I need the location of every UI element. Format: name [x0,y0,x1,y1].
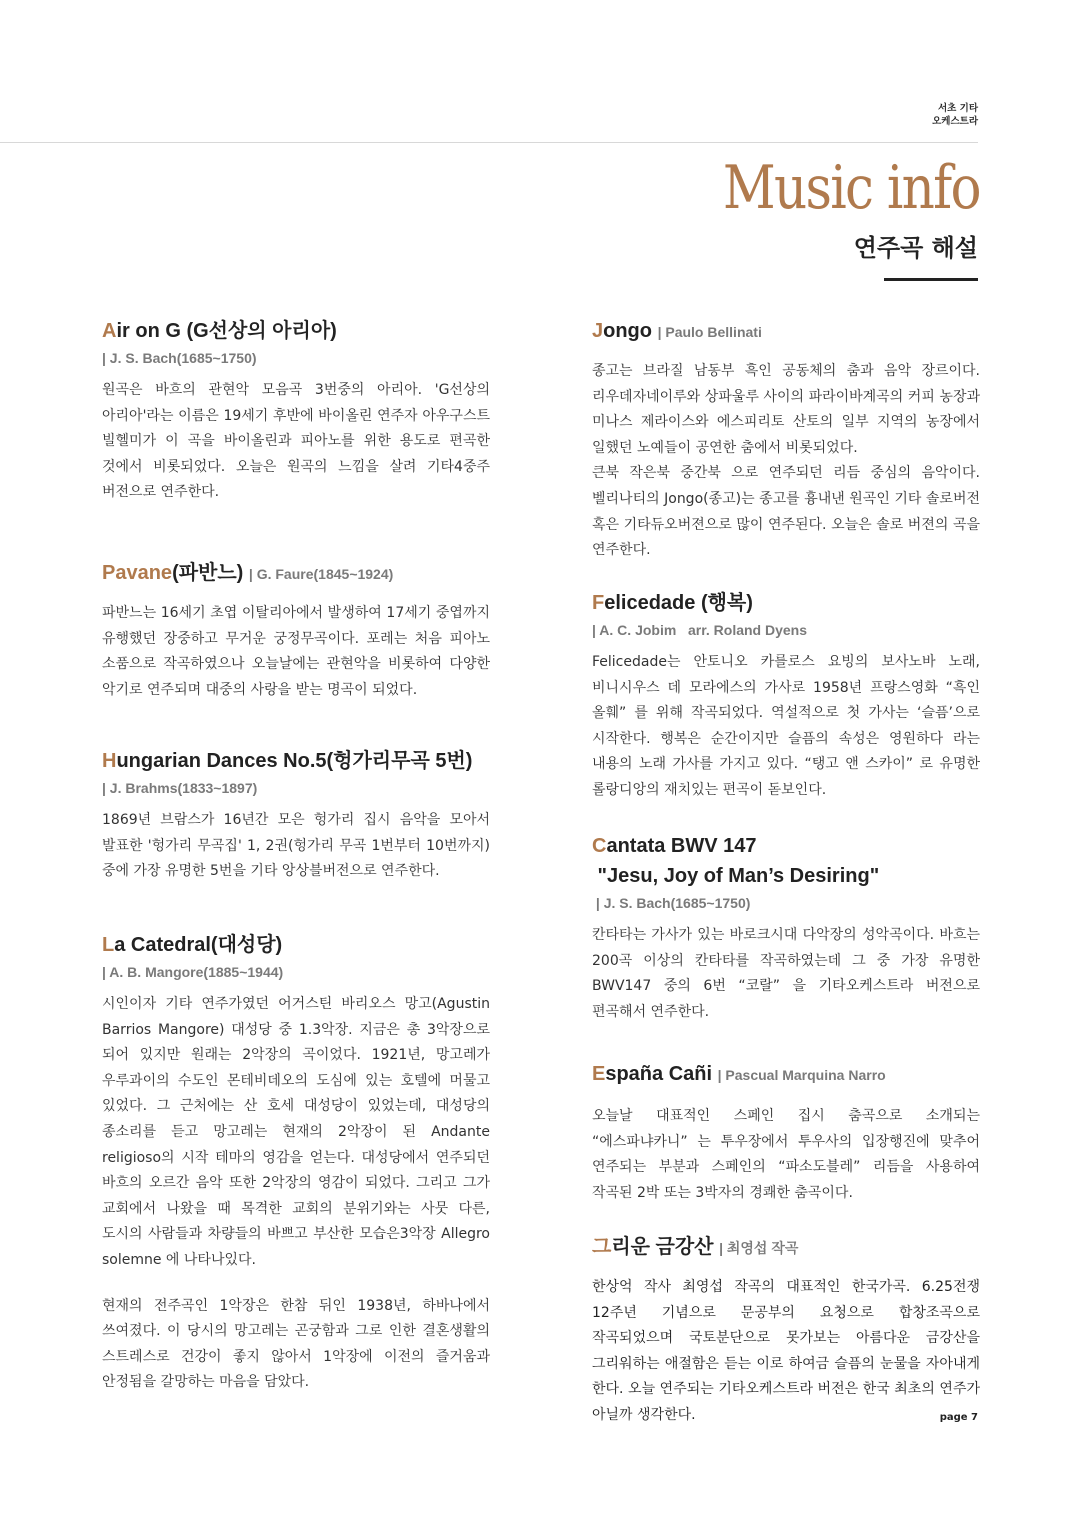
piece-title: Hungarian Dances No.5(헝가리무곡 5번) [102,750,473,772]
piece-title: 그리운 금강산 | 최영섭 작곡 [592,1236,799,1258]
piece-composer: | Pascual Marquina Narro [717,1067,886,1083]
orchestra-name [932,102,978,128]
piece-la-catedral [102,930,490,1396]
piece-description: 원곡은 바흐의 관현악 모음곡 3번중의 아리아. 'G선상의 아리아'라는 이름은 19세기 후반에 바이올린 연주자 아우구스트 빌헬미가 이 곡을 바이올린과 피아노를 위한 용도로 편곡한 것에서 비롯되었다. 오늘은 원곡의 느낌을 살려 기타4중주 버전으로 연주한다. [102,382,490,501]
piece-description: 칸타타는 가사가 있는 바로크시대 다악장의 성악곡이다. 바흐는 200곡 이상의 칸타타를 작곡하였는데 그 중 가장 유명한 BWV147 중의 6번 “코랄” 을 기타오케스트라 버전으로 편곡해서 연주한다. [592,927,980,1020]
piece-description: Felicedade는 안토니오 카를로스 요빙의 보사노바 노래, 비니시우스 데 모라에스의 가사로 1958년 프랑스영화 “흑인 올훼” 를 위해 작곡되었다. 역설적으로 첫 가사는 ‘슬픔’으로 시작한다. 행복은 순간이지만 슬픔의 속성은 영원하다 라는 내용의 노래 가사를 가지고 있다. “탱고 앤 스카이” 로 유명한 롤랑디앙의 재치있는 편곡이 돋보인다. [592,654,980,798]
piece-title-line-2: "Jesu, Joy of Man’s Desiring" [592,865,880,887]
piece-air-on-g [102,316,490,506]
piece-espana-cani [592,1059,980,1206]
piece-description-continued: 큰북 작은북 중간북 으로 연주되던 리듬 중심의 음악이다. 벨리나티의 Jongo(종고)는 종고를 흉내낸 원곡인 기타 솔로버전 혹은 기타듀오버젼으로 많이 연주된다. 오늘은 솔로 버젼의 곡을 연주한다. [592,465,980,559]
piece-description: 오늘날 대표적인 스페인 집시 춤곡으로 소개되는 “에스파냐카니” 는 투우장에서 투우사의 입장행진에 맞추어 연주되는 부분과 스페인의 “파소도블레” 리듬을 사용하여 작곡된 2박 또는 3박자의 경쾌한 춤곡이다. [592,1108,980,1201]
page-title: Music info [722,153,980,223]
piece-cantata [592,831,980,1025]
piece-composer: | Paulo Bellinati [657,324,762,340]
piece-description: 종고는 브라질 남동부 흑인 공동체의 춤과 음악 장르이다. 리우데자네이루와 상파울루 사이의 파라이바계곡의 커피 농장과 미나스 제라이스와 에스피리토 산토의 일부 지역의 농장에서 일했던 노예들이 공연한 춤에서 비롯되었다. [592,363,980,456]
piece-jongo [592,316,980,564]
piece-title: La Catedral(대성당) [102,934,283,956]
piece-description: 1869년 브람스가 16년간 모은 헝가리 집시 음악을 모아서 발표한 '헝가리 무곡집' 1, 2권(헝가리 무곡 1번부터 10번까지) 중에 가장 유명한 5번을 기타 앙상블버전으로 연주한다. [102,812,490,880]
piece-description: 시인이자 기타 연주가였던 어거스틴 바리오스 망고(Agustin Barrios Mangore) 대성당 중 1.3악장. 지금은 총 3악장으로 되어 있지만 원래는 2악장의 곡이었다. 1921년, 망고레가 우루과이의 수도인 몬테비데오의 도심에 있는 호텔에 머물고 있었다. 그 근처에는 산 호세 대성당이 있었는데, 대성당의 종소리를 듣고 망고레는 현재의 2악장이 된 Andante religioso의 시작 테마의 영감을 얻는다. 대성당에서 연주되던 바흐의 오르간 음악 또한 2악장의 영감이 되었다. 그리고 그가 교회에서 나왔을 때 목격한 교회의 분위기와는 사뭇 다른, 도시의 사람들과 차량들의 바쁘고 부산한 모습은3악장 Allegro solemne 에 나타나있다. [102,996,490,1268]
subtitle-underline [884,278,978,281]
piece-title: Pavane(파반느) | G. Faure(1845~1924) [102,562,394,584]
piece-title: Jongo | Paulo Bellinati [592,320,762,342]
piece-composer: | J. S. Bach(1685~1750) [102,350,257,366]
piece-composer: | J. S. Bach(1685~1750) [592,895,751,911]
org-line-1: 서초 기타 [937,103,978,114]
piece-composer: | A. C. Jobim arr. Roland Dyens [592,622,808,638]
piece-title: Felicedade (행복) [592,592,753,614]
piece-composer: | A. B. Mangore(1885~1944) [102,964,284,980]
piece-felicedade [592,588,980,804]
piece-description-continued: 현재의 전주곡인 1악장은 한참 뒤인 1938년, 하바나에서 쓰여졌다. 이 당시의 망고레는 곤궁함과 그로 인한 결혼생활의 스트레스로 건강이 좋지 않아서 1악장에 이전의 즐거움과 안정됨을 갈망하는 마음을 담았다. [102,1297,490,1391]
page-subtitle: 연주곡 해설 [853,234,978,262]
piece-pavane [102,558,490,703]
piece-title: Cantata BWV 147 [592,835,757,857]
piece-composer: | G. Faure(1845~1924) [248,566,394,582]
piece-hungarian-dances [102,746,490,885]
piece-composer: | 최영섭 작곡 [719,1240,799,1256]
org-line-2: 오케스트라 [932,116,978,127]
piece-title: España Cañi | Pascual Marquina Narro [592,1063,886,1085]
piece-description: 한상억 작사 최영섭 작곡의 대표적인 한국가곡. 6.25전쟁 12주년 기념으로 문공부의 요청으로 합창조곡으로 작곡되었으며 국토분단으로 못가보는 아름다운 금강산을 그리워하는 애절함은 듣는 이로 하여금 슬픔의 눈물을 자아내게 한다. 오늘 연주되는 기타오케스트라 버전은 한국 최초의 연주가 아닐까 생각한다. [592,1279,980,1423]
page-number: page 7 [939,1412,978,1423]
header-divider [0,142,978,143]
piece-description: 파반느는 16세기 초엽 이탈리아에서 발생하여 17세기 중엽까지 유행했던 장중하고 무거운 궁정무곡이다. 포레는 처음 피아노 소품으로 작곡하였으나 오늘날에는 관현악을 비롯하여 다양한 악기로 연주되며 대중의 사랑을 받는 명곡이 되었다. [102,605,490,698]
piece-composer: | J. Brahms(1833~1897) [102,780,258,796]
piece-geuriun-geumgangsan [592,1232,980,1429]
piece-title: Air on G (G선상의 아리아) [102,320,337,342]
